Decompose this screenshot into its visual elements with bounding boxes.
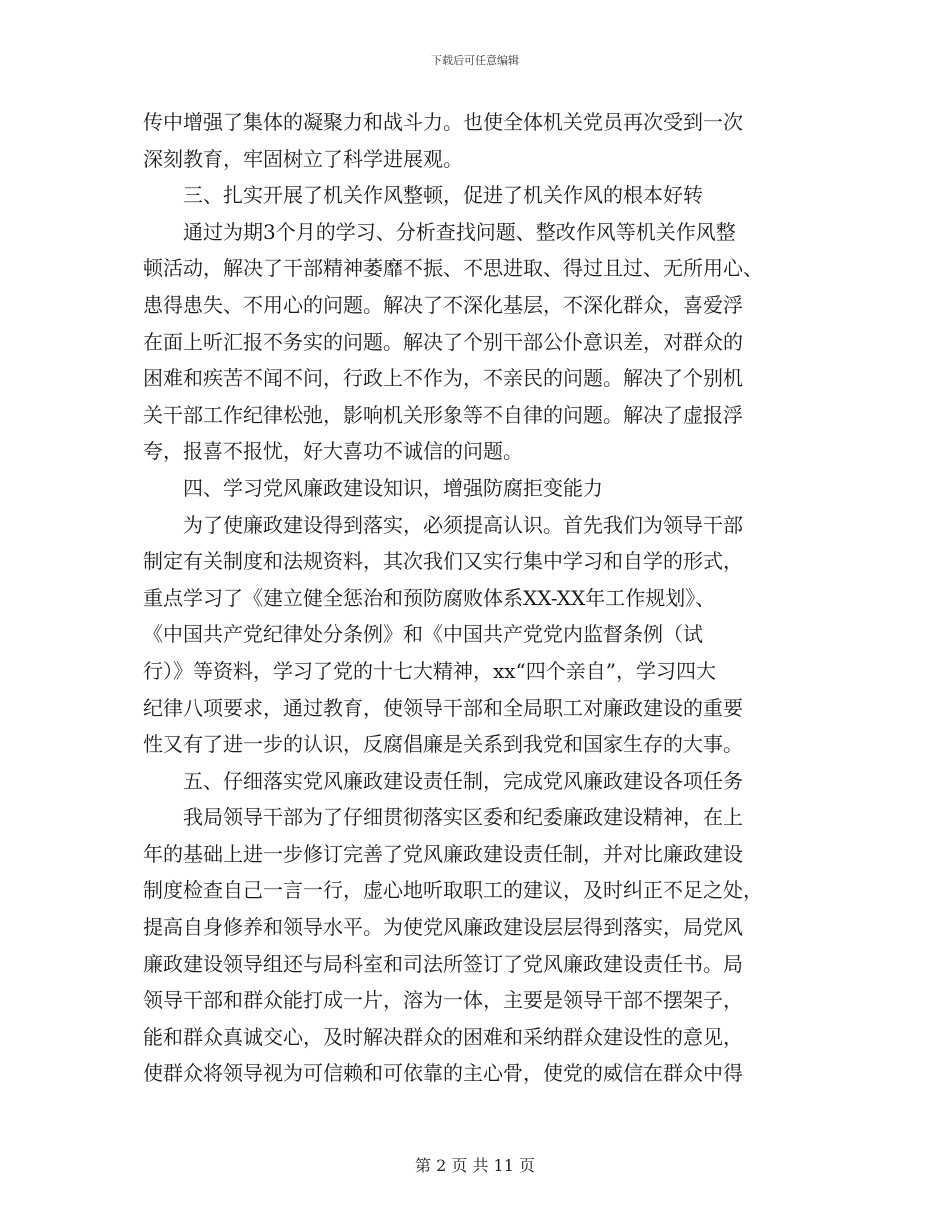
document-body — [143, 104, 813, 1092]
text-line: 《中国共产党纪律处分条例》和《中国共产党党内监督条例（试 — [143, 622, 703, 647]
text-line: 通过为期3个月的学习、分析查找问题、整改作风等机关作风整 — [143, 219, 736, 244]
section-heading: 四、学习党风廉政建设知识，增强防腐拒变能力 — [143, 475, 603, 500]
section-heading: 五、仔细落实党风廉政建设责任制，完成党风廉政建设各项任务 — [143, 768, 743, 793]
text-line: 深刻教育，牢固树立了科学进展观。 — [143, 146, 463, 171]
text-line: 行）》等资料，学习了党的十七大精神，xx“四个亲自”，学习四大 — [143, 658, 717, 683]
section-heading: 三、扎实开展了机关作风整顿，促进了机关作风的根本好转 — [143, 183, 703, 208]
text-line: 年的基础上进一步修订完善了党风廉政建设责任制，并对比廉政建设 — [143, 841, 743, 866]
page-header: 下载后可任意编辑 — [431, 54, 519, 67]
text-line: 重点学习了《建立健全惩治和预防腐败体系XX-XX年工作规划》、 — [143, 585, 716, 610]
page-number-footer: 第 2 页 共 11 页 — [415, 1156, 535, 1175]
text-line: 在面上听汇报不务实的问题。解决了个别干部公仆意识差，对群众的 — [143, 329, 743, 354]
text-line: 提高自身修养和领导水平。为使党风廉政建设层层得到落实，局党风 — [143, 915, 743, 940]
text-line: 廉政建设领导组还与局科室和司法所签订了党风廉政建设责任书。局 — [143, 951, 743, 976]
text-line: 关干部工作纪律松弛，影响机关形象等不自律的问题。解决了虚报浮 — [143, 402, 743, 427]
text-line: 我局领导干部为了仔细贯彻落实区委和纪委廉政建设精神，在上 — [143, 805, 743, 830]
text-line: 能和群众真诚交心，及时解决群众的困难和采纳群众建设性的意见， — [143, 1024, 743, 1049]
text-line: 顿活动，解决了干部精神萎靡不振、不思进取、得过且过、无所用心、 — [143, 256, 763, 281]
text-line: 使群众将领导视为可信赖和可依靠的主心骨，使党的威信在群众中得 — [143, 1061, 743, 1086]
text-line: 困难和疾苦不闻不问，行政上不作为，不亲民的问题。解决了个别机 — [143, 366, 743, 391]
text-line: 纪律八项要求，通过教育，使领导干部和全局职工对廉政建设的重要 — [143, 695, 743, 720]
text-line: 为了使廉政建设得到落实，必须提高认识。首先我们为领导干部 — [143, 512, 743, 537]
text-line: 传中增强了集体的凝聚力和战斗力。也使全体机关党员再次受到一次 — [143, 110, 743, 134]
text-line: 夸，报喜不报忧，好大喜功不诚信的问题。 — [143, 439, 523, 464]
text-line: 领导干部和群众能打成一片，溶为一体，主要是领导干部不摆架子， — [143, 988, 743, 1013]
text-line: 制度检查自己一言一行，虚心地听取职工的建议，及时纠正不足之处， — [143, 878, 763, 903]
text-line: 制定有关制度和法规资料，其次我们又实行集中学习和自学的形式， — [143, 549, 743, 574]
text-line: 患得患失、不用心的问题。解决了不深化基层，不深化群众，喜爱浮 — [143, 292, 743, 317]
text-line: 性又有了进一步的认识，反腐倡廉是关系到我党和国家生存的大事。 — [143, 732, 743, 757]
